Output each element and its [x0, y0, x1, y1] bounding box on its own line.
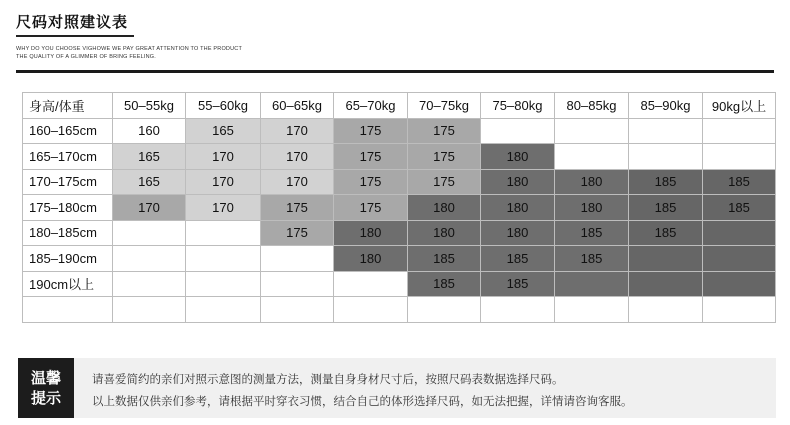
size-cell: 175 [408, 144, 481, 170]
size-cell [261, 297, 334, 323]
size-cell: 175 [408, 169, 481, 195]
header-cell-weight: 75–80kg [481, 93, 555, 119]
size-cell [186, 246, 261, 272]
table-row [23, 169, 776, 195]
size-cell [261, 246, 334, 272]
size-cell [261, 271, 334, 297]
subtitle [16, 45, 776, 61]
table-row [23, 246, 776, 272]
table-row [23, 195, 776, 221]
header-cell-weight: 65–70kg [334, 93, 408, 119]
size-cell: 185 [481, 271, 555, 297]
size-cell: 170 [261, 169, 334, 195]
size-cell: 185 [703, 195, 776, 221]
size-cell [113, 297, 186, 323]
tips-box [18, 358, 776, 418]
size-cell: 175 [408, 118, 481, 144]
size-cell: 170 [186, 144, 261, 170]
size-cell: 185 [408, 271, 481, 297]
size-cell [555, 144, 629, 170]
size-cell: 165 [186, 118, 261, 144]
size-cell: 180 [555, 169, 629, 195]
subtitle-line-2: THE QUALITY OF A GLIMMER OF BRING FEELING. [16, 54, 157, 60]
size-cell: 180 [481, 195, 555, 221]
tips-text [92, 368, 633, 412]
size-cell: 185 [629, 169, 703, 195]
size-cell: 170 [186, 195, 261, 221]
size-cell: 170 [261, 144, 334, 170]
size-cell [408, 297, 481, 323]
size-cell: 180 [408, 195, 481, 221]
size-cell [703, 220, 776, 246]
size-cell [703, 118, 776, 144]
size-cell [555, 271, 629, 297]
header-cell-weight: 50–55kg [113, 93, 186, 119]
row-height-cell: 170–175cm [23, 169, 113, 195]
size-cell: 180 [334, 220, 408, 246]
header-cell-weight: 90kg以上 [703, 93, 776, 119]
tips-label [18, 358, 74, 418]
size-cell [186, 220, 261, 246]
size-chart-table [22, 92, 776, 323]
page-title: 尺码对照建议表 [16, 13, 129, 31]
size-cell [113, 271, 186, 297]
size-cell [703, 271, 776, 297]
size-cell: 160 [113, 118, 186, 144]
size-cell [629, 118, 703, 144]
size-cell [334, 297, 408, 323]
size-cell: 170 [113, 195, 186, 221]
row-height-cell: 180–185cm [23, 220, 113, 246]
size-cell: 185 [555, 220, 629, 246]
size-cell: 165 [113, 144, 186, 170]
size-cell: 185 [629, 195, 703, 221]
size-cell [629, 271, 703, 297]
size-cell [555, 297, 629, 323]
size-cell [629, 246, 703, 272]
size-cell [555, 118, 629, 144]
size-cell: 180 [481, 144, 555, 170]
header-cell-height-weight: 身高/体重 [23, 93, 113, 119]
size-cell [481, 118, 555, 144]
size-cell: 180 [555, 195, 629, 221]
row-height-cell: 190cm以上 [23, 271, 113, 297]
size-cell: 185 [555, 246, 629, 272]
size-cell: 175 [334, 144, 408, 170]
tip-line-1: 请喜爱简约的亲们对照示意图的测量方法，测量自身身材尺寸后，按照尺码表数据选择尺码。 [92, 372, 564, 386]
size-cell [113, 246, 186, 272]
size-cell: 185 [629, 220, 703, 246]
size-cell: 175 [334, 118, 408, 144]
size-cell: 175 [261, 220, 334, 246]
tips-label-line-2: 提示 [30, 389, 61, 407]
size-cell [481, 297, 555, 323]
size-cell: 185 [408, 246, 481, 272]
size-cell: 180 [334, 246, 408, 272]
header-cell-weight: 85–90kg [629, 93, 703, 119]
size-cell: 175 [334, 169, 408, 195]
table-row [23, 118, 776, 144]
table-row [23, 144, 776, 170]
tip-line-2: 以上数据仅供亲们参考，请根据平时穿衣习惯，结合自己的体形选择尺码，如无法把握，详情请咨询客服。 [92, 394, 633, 408]
row-height-cell: 185–190cm [23, 246, 113, 272]
size-cell [703, 297, 776, 323]
header [16, 12, 776, 61]
size-cell: 175 [334, 195, 408, 221]
size-cell: 180 [481, 220, 555, 246]
header-cell-weight: 70–75kg [408, 93, 481, 119]
header-cell-weight: 60–65kg [261, 93, 334, 119]
size-cell [629, 297, 703, 323]
size-cell: 170 [186, 169, 261, 195]
size-cell [334, 271, 408, 297]
tips-label-line-1: 温馨 [30, 369, 61, 387]
row-height-cell: 175–180cm [23, 195, 113, 221]
header-cell-weight: 55–60kg [186, 93, 261, 119]
row-height-cell: 165–170cm [23, 144, 113, 170]
size-cell: 170 [261, 118, 334, 144]
size-cell [186, 297, 261, 323]
size-cell [186, 271, 261, 297]
title-underline [16, 35, 134, 37]
size-cell [703, 246, 776, 272]
size-cell: 185 [481, 246, 555, 272]
row-height-cell: 160–165cm [23, 118, 113, 144]
size-cell: 165 [113, 169, 186, 195]
table-header-row [23, 93, 776, 119]
size-cell: 175 [261, 195, 334, 221]
table-row [23, 271, 776, 297]
table-row [23, 220, 776, 246]
size-cell [703, 144, 776, 170]
subtitle-line-1: WHY DO YOU CHOOSE VIGHOWE WE PAY GREAT ATTENTION TO THE PRODUCT [16, 46, 243, 52]
size-cell [113, 220, 186, 246]
row-height-cell [23, 297, 113, 323]
size-cell [629, 144, 703, 170]
size-cell: 180 [408, 220, 481, 246]
header-divider [16, 70, 774, 73]
size-cell: 180 [481, 169, 555, 195]
size-cell: 185 [703, 169, 776, 195]
header-cell-weight: 80–85kg [555, 93, 629, 119]
table-row [23, 297, 776, 323]
